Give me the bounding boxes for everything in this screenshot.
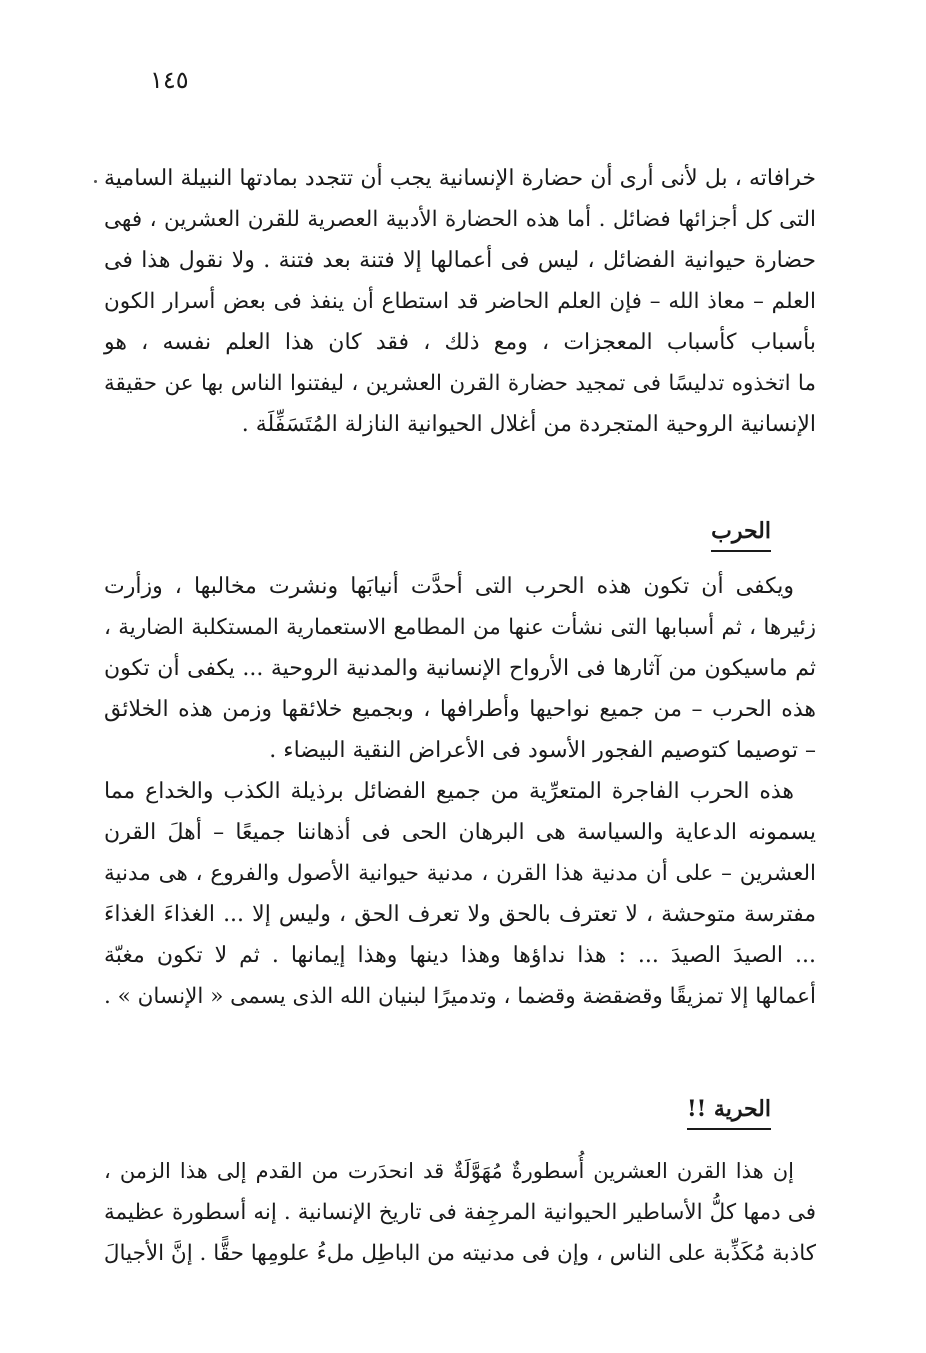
paragraph-line: التى كل أجزائها فضائل . أما هذه الحضارة الأدبية العصرية للقرن العشرين ، فهى xyxy=(104,207,816,232)
paragraph-line: العلم – معاذ الله – فإن العلم الحاضر قد استطاع أن ينفذ فى بعض أسرار الكون xyxy=(104,289,816,314)
paragraph-line: حضارة حيوانية الفضائل ، ليس فى أعمالها إلا فتنة بعد فتنة . ولا نقول هذا فى xyxy=(104,248,816,273)
paragraph-4 xyxy=(104,1151,816,1274)
paragraph-2 xyxy=(104,566,816,771)
paragraph-line: أعمالها إلا تمزيقًا وقضقضة وقضما ، وتدميرًا لبنيان الله الذى يسمى « الإنسان » . xyxy=(103,984,816,1009)
paragraph-line: إن هذا القرن العشرين أُسطورةٌ مُهَوَّلَةٌ قد انحدَرت من القدم إلى هذا الزمن ، xyxy=(104,1159,794,1183)
paragraph-line: مفترسة متوحشة ، لا تعترف بالحق ولا تعرف الحق ، وليس إلا ... الغذاءَ الغذاءَ xyxy=(104,902,816,927)
paragraph-line: فى دمها كلُّ الأساطير الحيوانية المرجِفة فى تاريخ الإنسانية . إنه أسطورة عظيمة xyxy=(104,1200,816,1225)
paragraph-3 xyxy=(104,771,816,1017)
paragraph-line: ثم ماسيكون من آثارها فى الأرواح الإنسانية والمدنية الروحية ... يكفى أن تكون xyxy=(104,656,816,681)
section-heading-freedom: الحرية !! xyxy=(687,1096,771,1130)
paragraph-line: ... الصيدَ الصيدَ ... : هذا نداؤها وهذا دينها وهذا إيمانها . ثم لا تكون مغبّة xyxy=(104,943,816,968)
section-heading-war: الحرب xyxy=(711,518,771,552)
paragraph-line: الإنسانية الروحية المتجردة من أغلال الحيوانية النازلة المُتَسَفِّلَة . xyxy=(241,412,816,437)
paragraph-1 xyxy=(104,158,816,445)
paragraph-line: هذه الحرب – من جميع نواحيها وأطرافها ، وبجميع خلائقها وزمن هذه الخلائق xyxy=(104,697,816,722)
paragraph-line: زئيرها ، ثم أسبابها التى نشأت عنها من المطامع الاستعمارية المستكلبة الضارية ، xyxy=(104,615,816,640)
paragraph-line: يسمونه الدعاية والسياسة هى البرهان الحى فى أذهاننا جميعًا – أهلَ القرن xyxy=(104,820,816,845)
paragraph-line: – توصيما كتوصيم الفجور الأسود فى الأعراض النقية البيضاء . xyxy=(269,738,816,763)
paragraph-line: كاذبة مُكَذِّبة على الناس ، وإن فى مدنيته من الباطِل ملءُ علومِها حقًّا . إنَّ الأجيالَ xyxy=(103,1241,816,1266)
paragraph-line: ويكفى أن تكون هذه الحرب التى أحدَّت أنيابَها ونشرت مخالبها ، وزأرت xyxy=(104,574,794,599)
paragraph-line: خرافاته ، بل لأنى أرى أن حضارة الإنسانية يجب أن تتجدد بمادتها النبيلة السامية xyxy=(104,166,816,191)
page-number: ١٤٥ xyxy=(150,66,189,94)
paragraph-line: بأسباب كأسباب المعجزات ، ومع ذلك ، فقد كان هذا العلم نفسه ، هو xyxy=(104,330,816,355)
margin-speck xyxy=(94,180,97,183)
paragraph-line: هذه الحرب الفاجرة المتعرِّية من جميع الفضائل برذيلة الكذب والخداع مما xyxy=(104,779,794,804)
paragraph-line: العشرين – على أن مدنية هذا القرن ، مدنية حيوانية الأصول والفروع ، هى مدنية xyxy=(104,861,816,886)
paragraph-line: ما اتخذوه تدليسًا فى تمجيد حضارة القرن العشرين ، ليفتنوا الناس بها عن حقيقة xyxy=(104,371,816,396)
